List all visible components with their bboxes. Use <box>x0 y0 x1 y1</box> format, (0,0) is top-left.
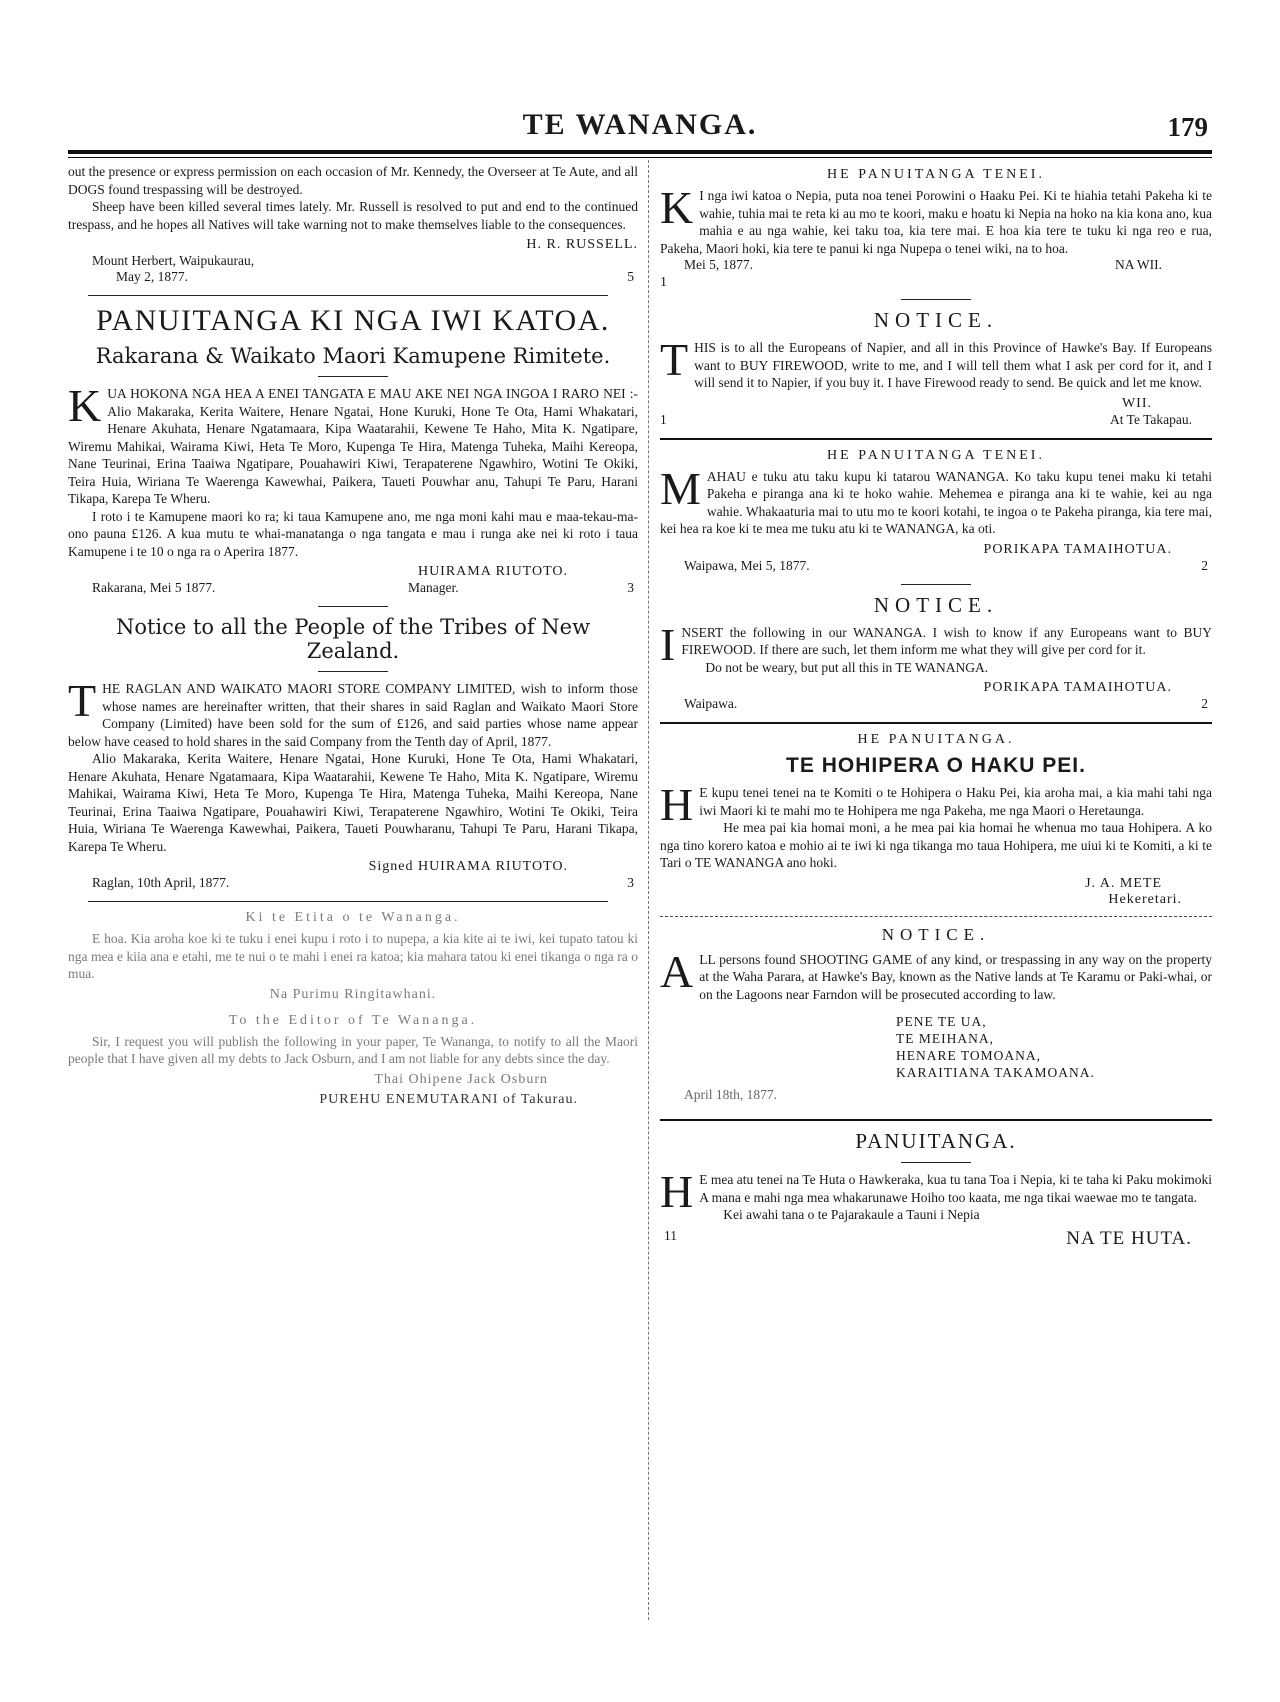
notice-text: LL persons found SHOOTING GAME of any kind, or trespassing in any way on the property at the Waha Parara, at Hawke's Bay, known as the Native lands at Te Karamu or Paki-whai, or on the Lagoons near Farndon will be prosecuted according to law. <box>699 951 1212 1002</box>
masthead-rule-thin <box>68 157 1212 158</box>
divider <box>901 299 971 300</box>
date: May 2, 1877. <box>116 269 188 284</box>
divider <box>660 438 1212 440</box>
signature: Na Purimu Ringitawhani. <box>269 986 437 1002</box>
letter-english <box>68 1013 638 1108</box>
divider <box>660 916 1212 917</box>
signatories <box>660 1013 1212 1081</box>
dropcap: K <box>68 380 102 431</box>
place-date: Rakarana, Mei 5 1877. <box>92 580 216 595</box>
section-heading: HE PANUITANGA TENEI. <box>827 447 1045 463</box>
letter-text: Sir, I request you will publish the following in your paper, Te Wananga, to notify to all the Maori people that I have given all my debts to Jack Osburn, and I am not liable for any debts since the day. <box>68 1033 638 1066</box>
notice-text: Sheep have been killed several times lately. Mr. Russell is resolved to put and end to the continued trespass, and he hopes all Natives will take warning not to make themselves liable to the consequences. <box>68 199 638 232</box>
ad-number: 3 <box>627 875 634 890</box>
masthead-rule <box>68 150 1212 154</box>
section-heading: HE PANUITANGA TENEI. <box>827 167 1045 182</box>
date-line <box>660 257 1212 275</box>
signature: HUIRAMA RIUTOTO. <box>417 564 568 579</box>
divider <box>901 1162 971 1163</box>
signature: WII. <box>1121 395 1152 411</box>
firewood-panuitanga-wii <box>660 167 1212 300</box>
letter-heading: To the Editor of Te Wananga. <box>228 1012 478 1028</box>
place-line <box>660 412 1212 430</box>
section-heading: NOTICE. <box>873 308 999 332</box>
notice-text: out the presence or express permission on each occasion of Mr. Kennedy, the Overseer at Te Aute, and all DOGS found trespassing will be destroyed. <box>68 164 638 197</box>
date-line <box>68 875 638 893</box>
notice-text: I nga iwi katoa o Nepia, puta noa tenei Porowini o Haaku Pei. Ki te hiahia tetahi Pakeha ki te wahie, tuhia mai te reta ki au mo te koori, maku e hoatu ki Nepia na hoko na kia kona ano, kua mahia e au nga wahie, kei taku toa, kia tere mai. E hoa kia tere te tuku ki nga reo e rua, Pakeha, Maori hoki, kia tere te panui ki nga Nupepa o tenei wiki, na to hoa. <box>660 188 1212 256</box>
firewood-notice-porikapa <box>660 593 1212 725</box>
ad-number: 3 <box>627 580 634 595</box>
dropcap: H <box>660 779 694 830</box>
main-heading: PANUITANGA KI NGA IWI KATOA. <box>96 304 610 337</box>
letter-maori <box>68 910 638 1003</box>
dropcap: I <box>660 618 676 670</box>
dropcap: T <box>68 675 97 726</box>
place: At Te Takapau. <box>1110 411 1192 427</box>
place: Mount Herbert, Waipukaurau, <box>92 253 255 268</box>
ad-number: 1 <box>660 411 667 427</box>
signatory: KARAITIANA TAKAMOANA. <box>896 1065 1095 1080</box>
signature: NA WII. <box>1115 257 1162 272</box>
notice-text: AHAU e tuku atu taku kupu ki tatarou WANANGA. Ko taku kupu tenei maku ki tetahi Pakeha e piranga ana ki te hoko wahie. Mehemea e piranga ana ki te wahie, kei au nga wahie. Whakaaturia mai to utu mo te koori kotahi, te ingoa o te Pakeha piranga, kia tere mai, kei hea ra koe ki te mea me tuku atu ki te WANANGA, ka oti. <box>660 468 1212 536</box>
notice-text: Do not be weary, but put all this in TE WANANGA. <box>705 659 989 675</box>
page-title: TE WANANGA. <box>522 108 758 141</box>
english-company-notice <box>68 675 638 902</box>
ad-number: 5 <box>627 269 634 284</box>
divider <box>901 584 971 585</box>
dropcap: T <box>660 334 689 385</box>
notice-text: NSERT the following in our WANANGA. I wish to know if any Europeans want to BUY FIREWOOD. If there are such, let them inform me what they will give per cord for it. <box>681 624 1212 657</box>
date: April 18th, 1877. <box>684 1087 777 1102</box>
date: Mei 5, 1877. <box>684 257 753 272</box>
signature: J. A. METE <box>1085 875 1162 891</box>
huta-panuitanga <box>660 1129 1212 1254</box>
divider <box>660 1119 1212 1121</box>
divider <box>318 671 388 672</box>
role: Hekeretari. <box>1108 891 1182 907</box>
letter-heading: Ki te Etita o te Wananga. <box>245 910 461 925</box>
signature: PORIKAPA TAMAIHOTUA. <box>983 541 1172 557</box>
place-date: Raglan, 10th April, 1877. <box>92 875 230 890</box>
signature-line <box>660 1228 1212 1254</box>
page-number: 179 <box>1167 112 1208 142</box>
hospital-notice <box>660 732 1212 917</box>
notice-text: HIS is to all the Europeans of Napier, and all in this Province of Hawke's Bay. If Europeans want to BUY FIREWOOD, write to me, and I will tell them what I ask per cord for it, and I will send it to Napier, if you buy it. I have Firewood ready to send. Be quick and let me know. <box>694 340 1212 390</box>
section-heading: PANUITANGA. <box>855 1129 1017 1153</box>
notice-text: E kupu tenei tenei na te Komiti o te Hohipera o Haku Pei, kia aroha mai, a kia mahi tahi nga iwi Maori ki te mahi mo te Hohipera me nga Pakeha, me nga Maori o Heretaunga. <box>699 785 1212 818</box>
column-divider <box>648 160 650 1620</box>
signatory: TE MEIHANA, <box>896 1031 994 1046</box>
ad-number: 1 <box>660 275 667 290</box>
maori-company-notice <box>68 380 638 607</box>
notice-text: Kei awahi tana o te Pajarakaule a Tauni i Nepia <box>723 1207 980 1222</box>
firewood-notice-wii <box>660 308 1212 440</box>
right-column <box>660 163 1212 1254</box>
place-date: Waipawa, Mei 5, 1877. <box>684 557 810 573</box>
hospital-title: TE HOHIPERA O HAKU PEI. <box>786 754 1086 777</box>
firewood-panuitanga-porikapa <box>660 448 1212 585</box>
signature: NA TE HUTA. <box>1066 1227 1192 1249</box>
divider <box>318 606 388 607</box>
signature: Signed HUIRAMA RIUTOTO. <box>368 859 568 874</box>
notice-text: Alio Makaraka, Kerita Waitere, Henare Ngatai, Hone Kuruki, Hone Te Ota, Hami Whakatari, Henare Akuhata, Henare Ngatamaara, Kipa Waatarahii, Kewene Te Haho, Mita K. Ngatipare, Wiremu Mahikai, Wairama Kiwi, Heta Te Moro, Kupenga Te Hira, Matenga Tuheka, Maihi Kereopa, Nane Teurinai, Erina Taaiwa Ngatipare, Pouahawiri Kiwi, Terapaterene Ngawhiro, Wotini Te Okiki, Teira Huia, Wiriana Te Waerenga Kawewhai, Paikera, Taueti Pouwharanu, Tahupi Te Paru, Harani Tikapa, Karepa Te Wheru. <box>68 751 638 854</box>
place-line <box>660 696 1212 714</box>
date-line <box>68 269 638 287</box>
signatory: PENE TE UA, <box>896 1014 987 1029</box>
dropcap: M <box>660 462 701 514</box>
witness: Thai Ohipene Jack Osburn <box>374 1071 548 1087</box>
section-heading: NOTICE. <box>881 924 991 944</box>
dropcap: K <box>660 182 694 233</box>
dropcap: A <box>660 945 694 997</box>
date-line <box>660 558 1212 576</box>
signature: H. R. RUSSELL. <box>526 237 638 252</box>
role: Manager. <box>408 580 459 595</box>
dropcap: H <box>660 1166 694 1217</box>
notice-text: UA HOKONA NGA HEA A ENEI TANGATA E MAU AKE NEI NGA INGOA I RARO NEI :- Alio Makaraka, Kerita Waitere, Henare Ngatai, Hone Kuruki, Hone Te Ota, Hami Whakatari, Henare Akuhata, Henare Ngatamaara, Kipa Waatarahii, Kewene Te Haho, Mita K. Ngatipare, Wiremu Mahikai, Wairama Kiwi, Heta Te Moro, Kupenga Te Hira, Matenga Tuheka, Maihi Kereopa, Nane Teurinai, Erina Taaiwa Ngatipare, Pouahawiri Kiwi, Terapaterene Ngawhiro, Wotini Te Okiki, Teira Huia, Wiriana Te Waerenga Kawewhai, Paikera, Taueti Pouwhar anu, Tahupi Te Paru, Harani Tikapa, Karepa Te Wheru. <box>68 386 638 506</box>
signature: PORIKAPA TAMAIHOTUA. <box>983 680 1172 695</box>
notice-text: He mea pai kia homai moni, a he mea pai kia homai he whenua mo taua Hohipera. A ko nga tino korero katoa e mohio ai te iwi ki nga tikanga mo taua Hohipera, me uiui ki te Komiti, a ki te Tari o TE WANANGA ano hoki. <box>660 820 1212 870</box>
place: Waipawa. <box>684 696 738 711</box>
section-heading: HE PANUITANGA. <box>857 732 1015 747</box>
company-heading: Rakarana & Waikato Maori Kamupene Rimitete. <box>95 344 611 368</box>
masthead <box>0 108 1280 148</box>
signature: PUREHU ENEMUTARANI of Takurau. <box>319 1091 578 1107</box>
section-heading: NOTICE. <box>873 592 999 617</box>
divider <box>88 295 608 296</box>
english-heading: Notice to all the People of the Tribes of New Zealand. <box>115 615 591 663</box>
left-column <box>68 163 638 1108</box>
notice-text: HE RAGLAN AND WAIKATO MAORI STORE COMPANY LIMITED, wish to inform those whose names are hereinafter written, that their shares in said Raglan and Waikato Maori Store Company (Limited) have been sold for the sum of £126, and said parties whose name appear below have ceased to hold shares in the said Company from the Tenth day of April, 1877. <box>68 681 638 749</box>
ad-number: 2 <box>1201 696 1208 711</box>
ad-number: 11 <box>664 1227 677 1243</box>
letter-text: E hoa. Kia aroha koe ki te tuku i enei kupu i roto i to nupepa, a kia kite ai te iwi, kei tupato tatou ki nga mea e kiia ana e etahi, me te nui o te mahi i enei ra katoa; kia mahara tatou ki enei tikanga o nga ra o mua. <box>68 931 638 981</box>
divider <box>88 901 608 902</box>
divider <box>318 376 388 377</box>
signatory: HENARE TOMOANA, <box>896 1048 1042 1063</box>
russell-notice <box>68 163 638 296</box>
notice-text: I roto i te Kamupene maori ko ra; ki taua Kamupene ano, me nga moni kahi mau e maa-tekau-ma-ono pauna £126. A kua mutu te whai-manatanga o nga tangata e mau i runga ake nei ki roto i taua Kamupene i te 10 o nga ra o Aperira 1877. <box>68 508 638 559</box>
shooting-notice <box>660 925 1212 1122</box>
ad-number: 2 <box>1201 557 1208 573</box>
date-line <box>68 580 638 598</box>
divider <box>660 722 1212 724</box>
notice-text: E mea atu tenei na Te Huta o Hawkeraka, kua tu tana Toa i Nepia, ki te taha ki Paku mokimoki A mana e mahi nga mea whakarunawe Hoiho too kaata, me nga tikai waewae mo te tangata. <box>699 1172 1212 1205</box>
